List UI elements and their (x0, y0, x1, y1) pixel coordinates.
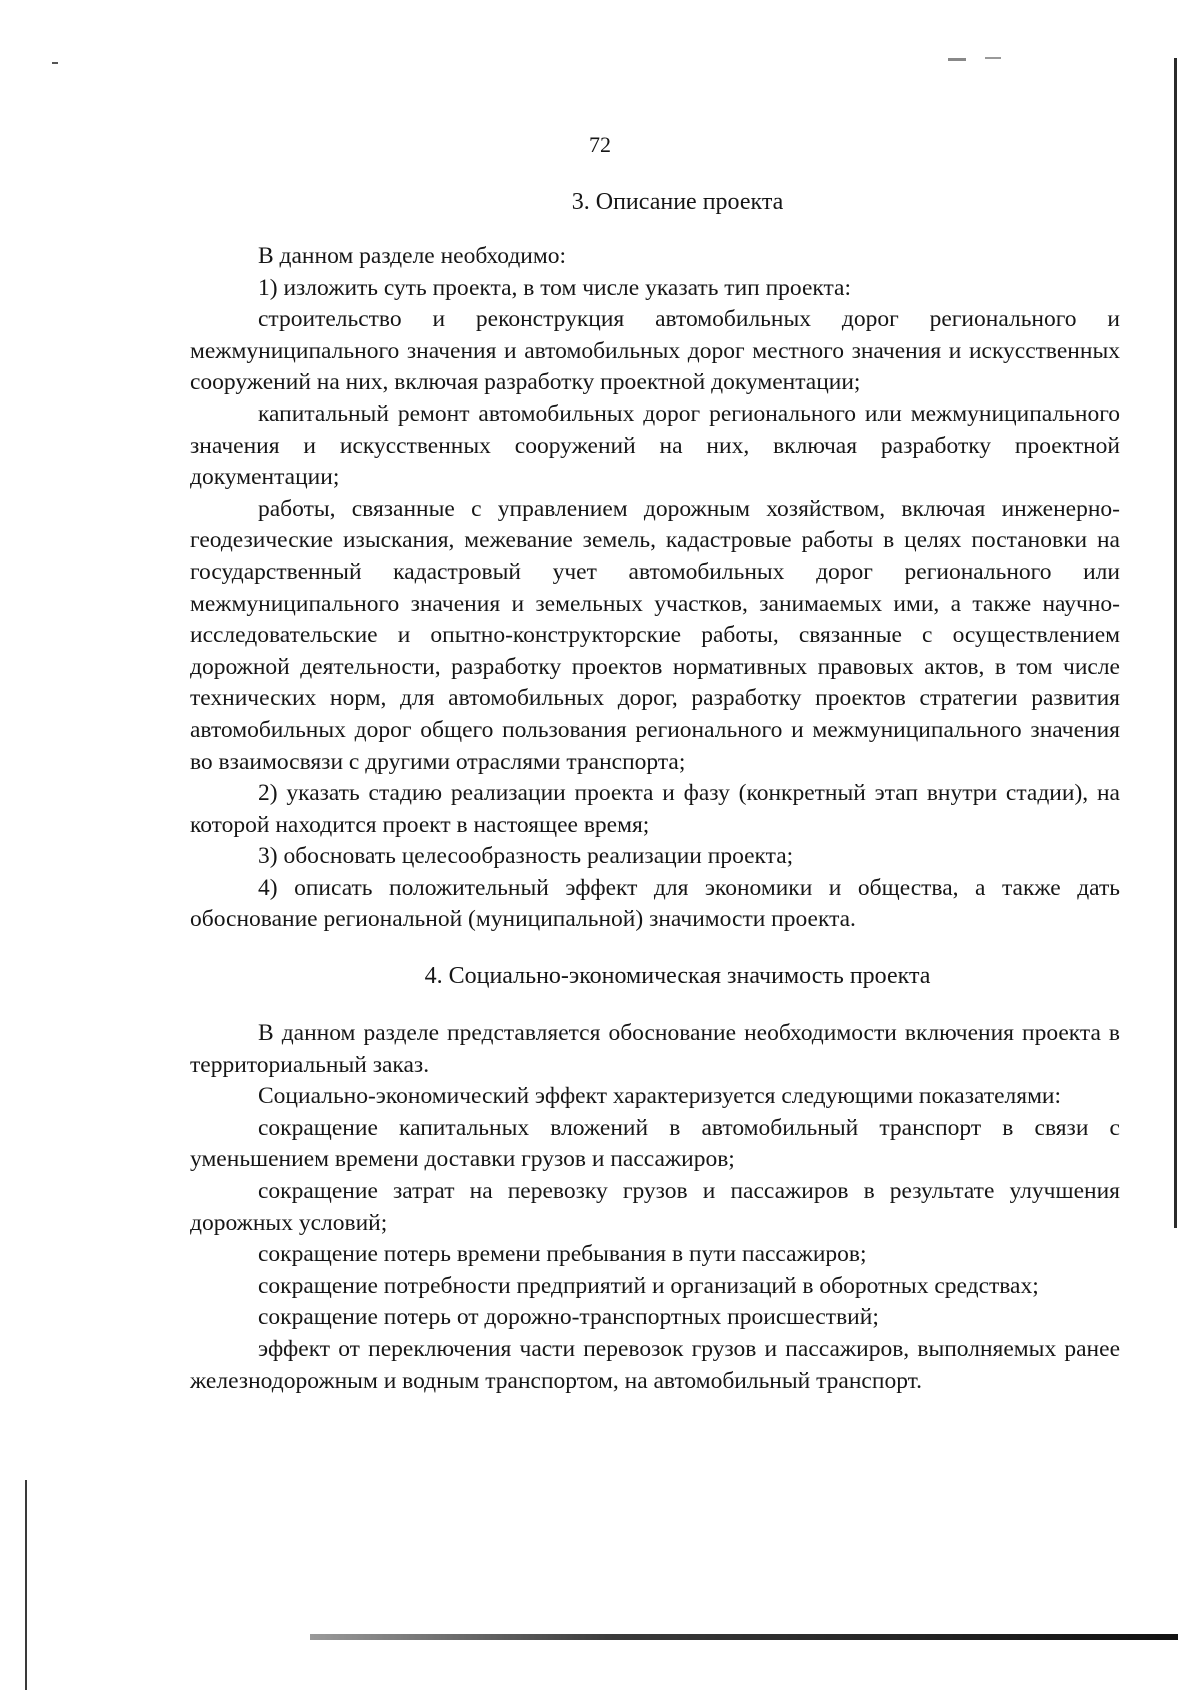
paragraph: 1) изложить суть проекта, в том числе указать тип проекта: (258, 274, 852, 301)
scan-edge-bottom (310, 1634, 1178, 1640)
paragraph: эффект от переключения части перевозок грузов и пассажиров, выполняемых ранее железнодорожным и водным транспортом, на автомобильный транспорт. (190, 1336, 1120, 1394)
paragraph: В данном разделе представляется обоснование необходимости включения проекта в территориальный заказ. (190, 1020, 1120, 1078)
scan-edge-right (1174, 58, 1177, 1228)
section-title-project-description: 3. Описание проекта (571, 189, 784, 215)
paragraph: 3) обосновать целесообразность реализации проекта; (258, 843, 794, 870)
paragraph: В данном разделе необходимо: (258, 243, 567, 269)
paragraph: сокращение потерь времени пребывания в пути пассажиров; (258, 1241, 867, 1268)
paragraph: строительство и реконструкция автомобильных дорог регионального и межмуниципального значения и автомобильных дорог местного значения и искусственных сооружений на них, включая разработку проектной документации; (190, 306, 1120, 396)
paragraph: сокращение потребности предприятий и организаций в оборотных средствах; (258, 1272, 1039, 1299)
paragraph: капитальный ремонт автомобильных дорог регионального или межмуниципального значения и искусственных сооружений на них, включая разработку проектной документации; (190, 400, 1120, 491)
scan-edge-left (25, 1480, 27, 1690)
scan-speck (985, 57, 1001, 59)
scan-speck (948, 58, 966, 61)
paragraph: работы, связанные с управлением дорожным хозяйством, включая инженерно-геодезические изыскания, межевание земель, кадастровые работы в целях постановки на государственный кадастровый учет автомобильных дорог регионального или межмуниципального значения и земельных участков, занимаемых ими, а также научно-исследовательские и опытно-конструкторские работы, связанные с осуществлением дорожной деятельности, разработку проектов нормативных правовых актов, в том числе технических норм, для автомобильных дорог, разработку проектов стратегии развития автомобильных дорог общего пользования регионального и межмуниципального значения во взаимосвязи с другими отраслями транспорта; (190, 495, 1120, 775)
paragraph: 2) указать стадию реализации проекта и фазу (конкретный этап внутри стадии), на которой находится проект в настоящее время; (190, 780, 1120, 838)
paragraph: сокращение затрат на перевозку грузов и пассажиров в результате улучшения дорожных условий; (190, 1178, 1120, 1236)
paragraph: Социально-экономический эффект характеризуется следующими показателями: (258, 1083, 1062, 1110)
paragraph: сокращение потерь от дорожно-транспортных происшествий; (258, 1304, 879, 1331)
document-body (190, 186, 1120, 1397)
paragraph: сокращение капитальных вложений в автомобильный транспорт в связи с уменьшением времени доставки грузов и пассажиров; (190, 1114, 1120, 1173)
page-number: 72 (589, 132, 611, 157)
paragraph: 4) описать положительный эффект для экономики и общества, а также дать обоснование региональной (муниципальной) значимости проекта. (190, 874, 1120, 933)
scan-speck (52, 62, 58, 64)
section-title-socio-economic-significance: 4. Социально-экономическая значимость проекта (424, 963, 931, 990)
